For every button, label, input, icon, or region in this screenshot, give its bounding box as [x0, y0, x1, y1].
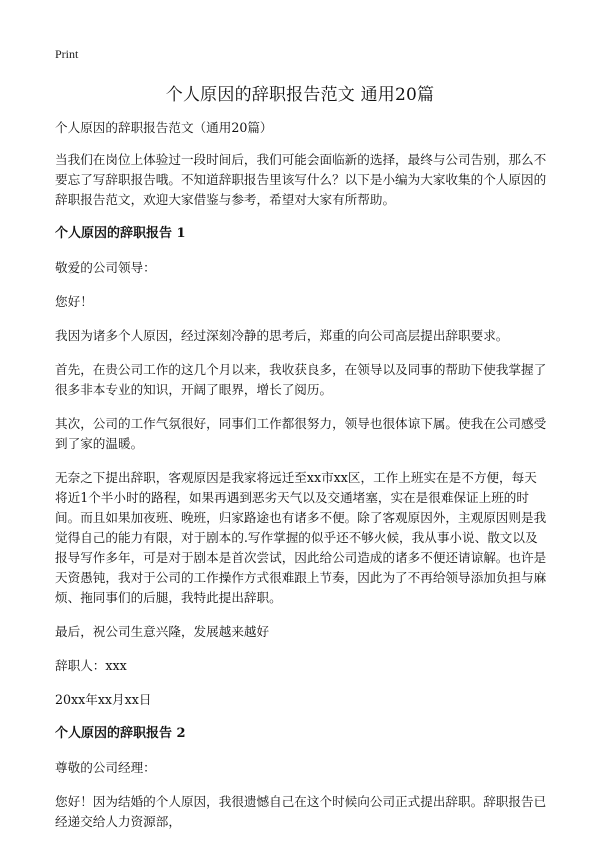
salutation-1: 敬爱的公司领导：: [55, 260, 156, 275]
report2-paragraph-1: 您好！因为结婚的个人原因，我很遗憾自己在这个时候向公司正式提出辞职。辞职报告已经递交给人力资源部，: [55, 794, 547, 829]
document-subtitle: 个人原因的辞职报告范文（通用20篇）: [55, 120, 273, 135]
report1-paragraph-4: 无奈之下提出辞职，客观原因是我家将远迁至xx市xx区，工作上班实在是不方便，每天将近1个半小时的路程，如果再遇到恶劣天气以及交通堵塞，实在是很难保证上班的时间。而且如果加夜班、晚班，归家路途也有诸多不便。除了客观原因外，主观原因则是我觉得自己的能力有限，对于剧本的.写作掌握的似乎还不够火候，我从事小说、散文以及报导写作多年，可是对于剧本是首次尝试，因此给公司造成的诸多不便还请谅解。也许是天资愚钝，我对于公司的工作操作方式很难跟上节奏，因此为了不再给领导添加负担与麻烦、拖同事们的后腿，我特此提出辞职。: [55, 470, 547, 605]
print-link[interactable]: Print: [55, 47, 79, 61]
page-title: 个人原因的辞职报告范文 通用20篇: [165, 85, 435, 105]
report1-paragraph-3: 其次，公司的工作气氛很好，同事们工作都很努力，领导也很体谅下属。使我在公司感受到了家的温暖。: [55, 416, 547, 451]
document-body: [55, 118, 549, 846]
greeting-1: 您好！: [55, 294, 93, 309]
section-heading-1: 个人原因的辞职报告 1: [55, 226, 186, 241]
report1-paragraph-2: 首先，在贵公司工作的这几个月以来，我收获良多，在领导以及同事的帮助下使我掌握了很多非本专业的知识，开阔了眼界，增长了阅历。: [55, 362, 547, 397]
signature-1: 辞职人：xxx: [55, 658, 127, 673]
salutation-2: 尊敬的公司经理：: [55, 760, 156, 775]
report1-paragraph-5: 最后，祝公司生意兴隆，发展越来越好: [55, 624, 270, 639]
intro-paragraph: 当我们在岗位上体验过一段时间后，我们可能会面临新的选择，最终与公司告别，那么不要忘了写辞职报告哦。不知道辞职报告里该写什么？以下是小编为大家收集的个人原因的辞职报告范文，欢迎大家借鉴与参考，希望对大家有所帮助。: [55, 152, 547, 207]
section-heading-2: 个人原因的辞职报告 2: [55, 726, 186, 741]
date-1: 20xx年xx月xx日: [55, 692, 152, 707]
report1-paragraph-1: 我因为诸多个人原因，经过深刻冷静的思考后，郑重的向公司高层提出辞职要求。: [55, 328, 509, 343]
